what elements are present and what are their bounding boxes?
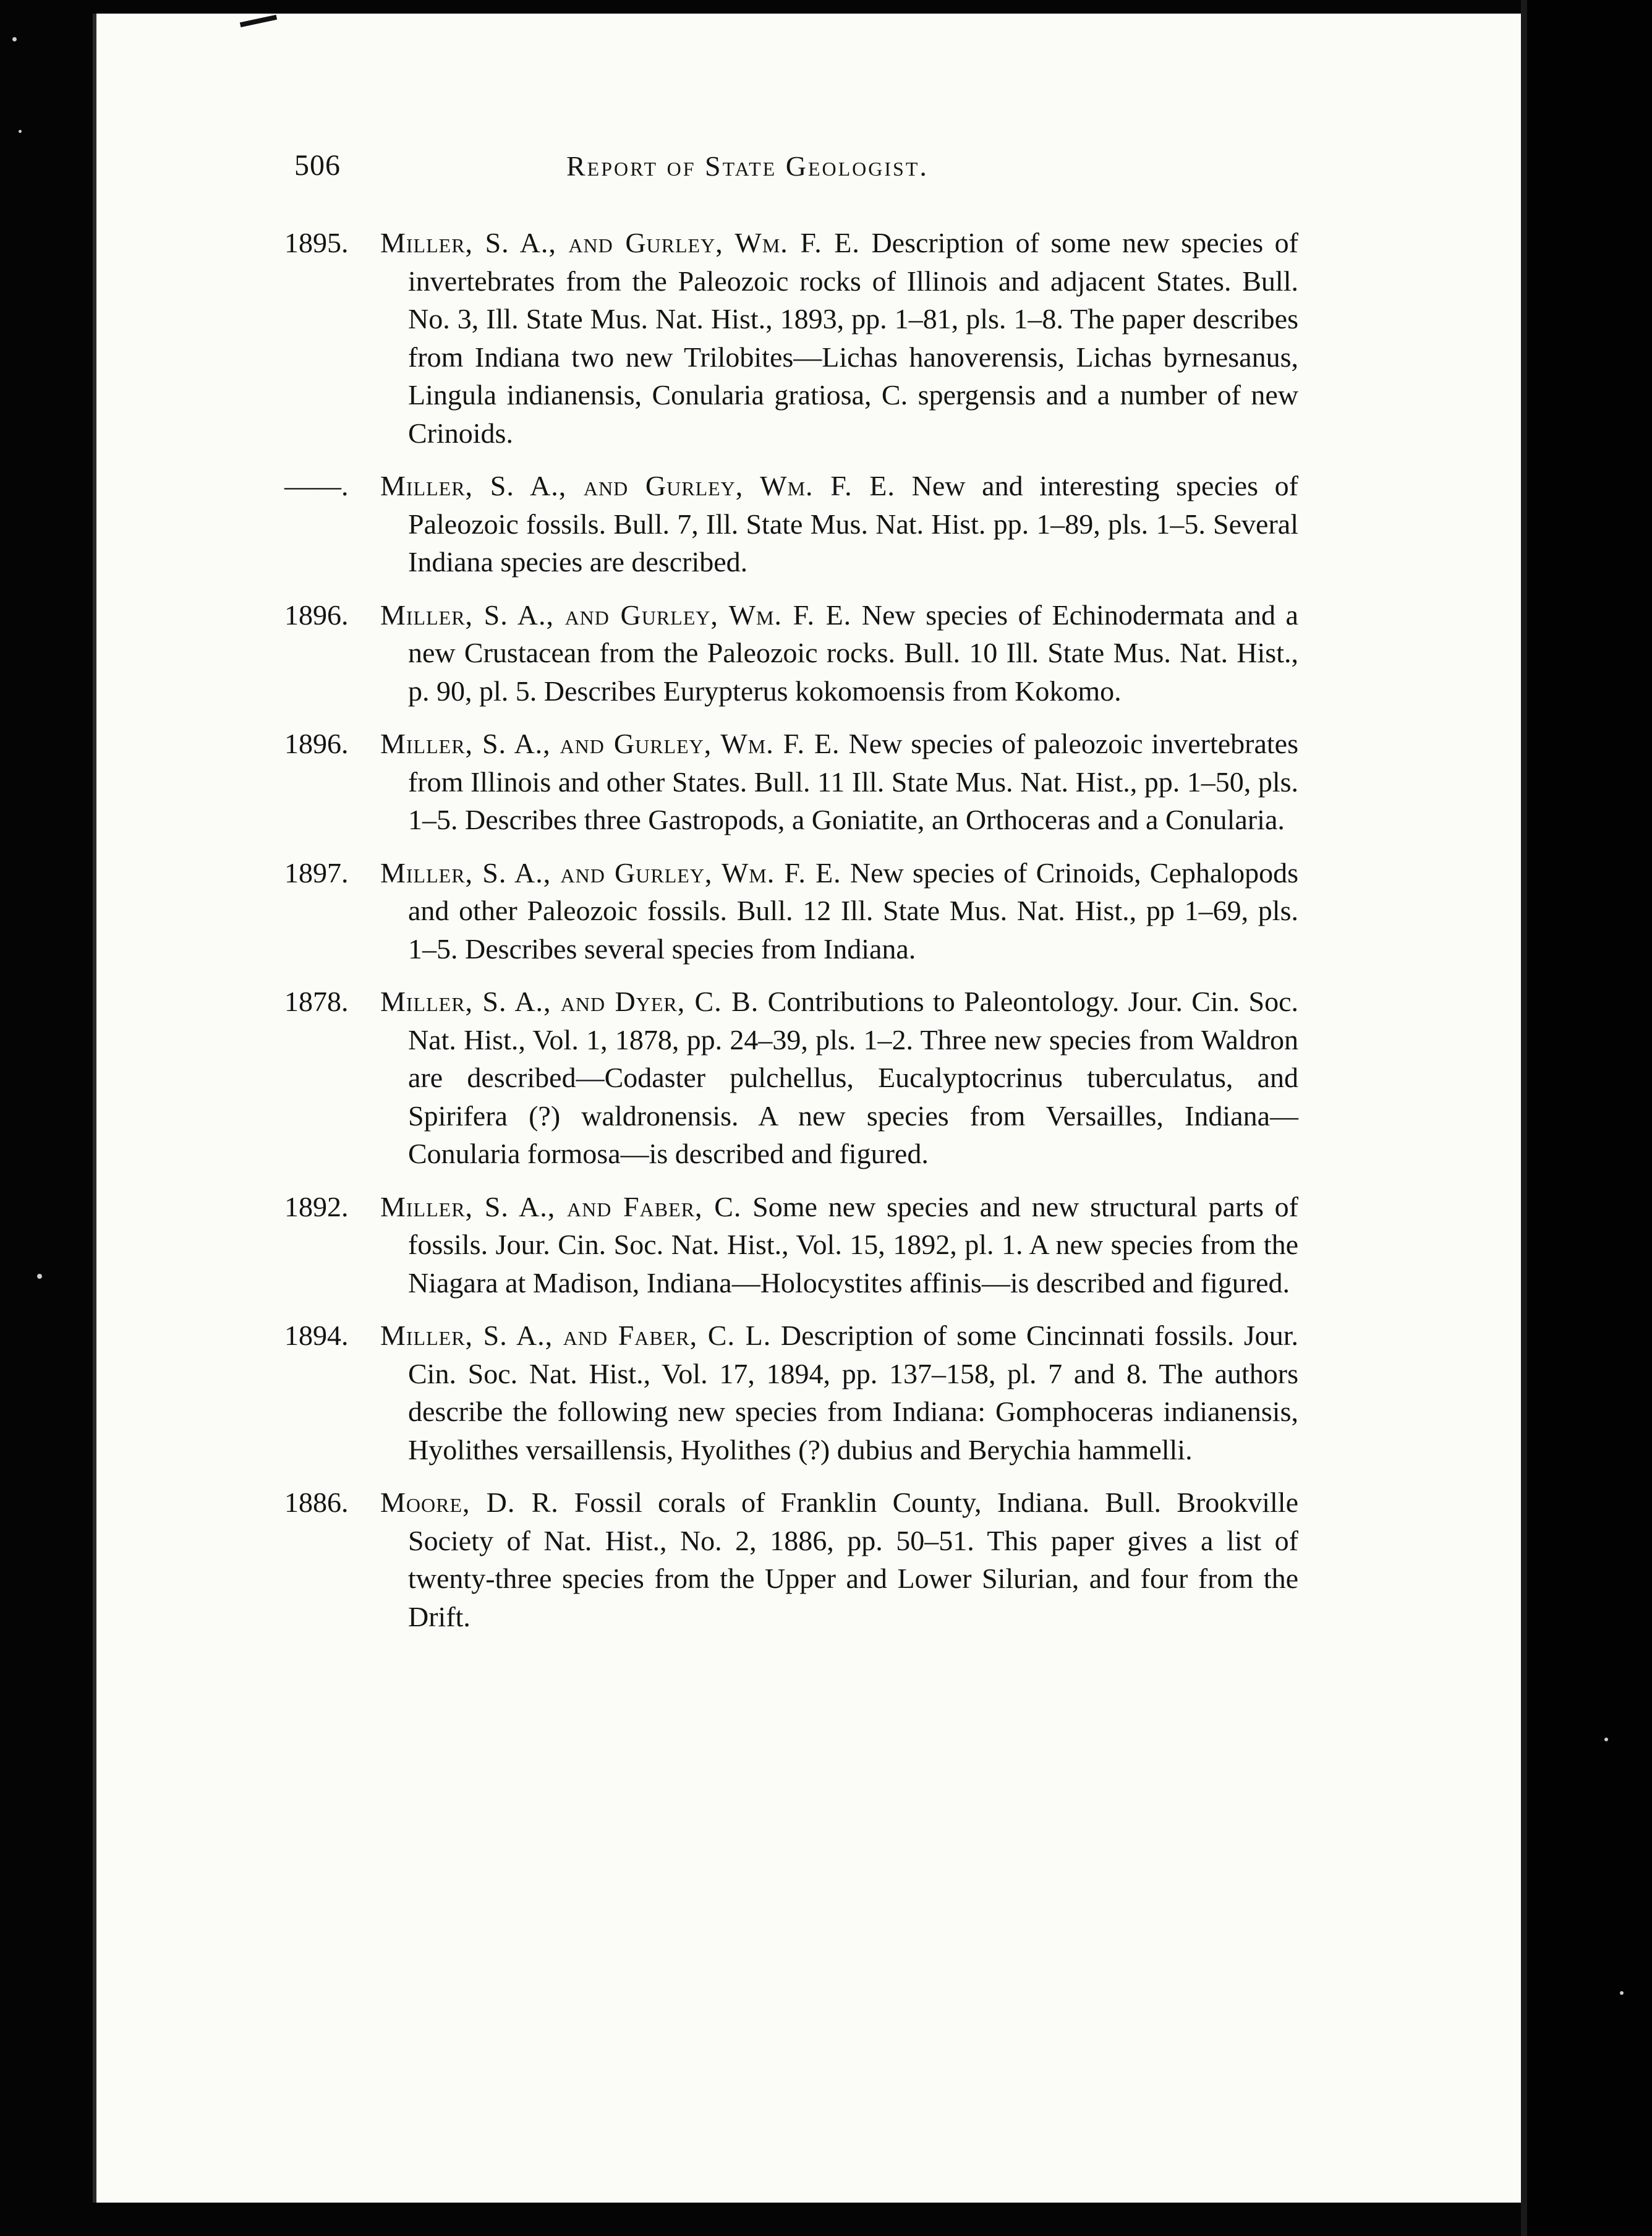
scan-border (1527, 0, 1652, 2236)
entry-year: 1878. (284, 986, 349, 1017)
entry-year: 1896. (284, 728, 349, 759)
entry-text: New species of Echinodermata and a new Crustacean from the Paleozoic rocks. Bull. 10 Ill. State Mus. Nat. Hist., p. 90, pl. 5. Describes Eurypterus kokomoensis from Kokomo. (408, 599, 1298, 707)
entry-body (380, 1483, 1298, 1636)
entry-body (380, 983, 1299, 1173)
entry-year: 1886. (284, 1487, 349, 1518)
entry-text: Some new species and new structural parts of fossils. Jour. Cin. Soc. Nat. Hist., Vol. 15, 1892, pl. 1. A new species from the Niagara at Madison, Indiana—Holocystites affinis—is described and figured. (408, 1190, 1299, 1299)
entry-body (380, 467, 1298, 581)
scan-speck (19, 130, 22, 133)
entry-year: ——. (284, 470, 349, 501)
bibliography-entry (284, 1316, 1298, 1469)
entry-year: 1896. (284, 599, 349, 631)
entry-author: Miller, S. A., and Gurley, Wm. F. E. (380, 599, 852, 631)
entry-author: Miller, S. A., and Gurley, Wm. F. E. (380, 227, 860, 258)
entry-year: 1897. (284, 856, 349, 889)
bibliography-entry (284, 854, 1298, 968)
scan-speck (37, 1274, 42, 1279)
bibliography-entry (284, 596, 1298, 710)
entry-author: Miller, S. A., and Gurley, Wm. F. E. (380, 728, 840, 759)
entry-body (380, 1316, 1299, 1469)
entry-author: Miller, S. A., and Dyer, C. B. (380, 986, 759, 1017)
running-title: Report of State Geologist. (566, 150, 929, 182)
scan-speck (1604, 1738, 1608, 1741)
page-header (294, 148, 1302, 192)
entry-text: Description of some new species of invertebrates from the Paleozoic rocks of Illinois and adjacent States. Bull. No. 3, Ill. State Mus. Nat. Hist., 1893, pp. 1–81, pls. 1–8. The paper describes from Indiana two new Trilobites—Lichas hanoverensis, Lichas byrnesanus, Lingula indianensis, Conularia gratiosa, C. spergensis and a number of new Crinoids. (408, 227, 1298, 449)
bibliography-entry (284, 1483, 1298, 1636)
entry-text: New species of paleozoic invertebrates from Illinois and other States. Bull. 11 Ill. State Mus. Nat. Hist., pp. 1–50, pls. 1–5. Describes three Gastropods, a Goniatite, an Orthoceras and a Conularia. (408, 728, 1298, 835)
page-number: 506 (294, 149, 341, 182)
entry-author: Miller, S. A., and Gurley, Wm. F. E. (380, 856, 841, 889)
bibliography-entry (284, 725, 1298, 839)
scan-speck (12, 37, 17, 41)
entry-body (380, 596, 1298, 710)
bibliography-entry (284, 1188, 1298, 1302)
entry-year: 1894. (284, 1320, 349, 1351)
entry-text: Description of some Cincinnati fossils. Jour. Cin. Soc. Nat. Hist., Vol. 17, 1894, pp. 137–158, pl. 7 and 8. The authors describe the following new species from Indiana: Gomphoceras indianensis, Hyolithes versaillensis, Hyolithes (?) dubius and Berychia hammelli. (408, 1320, 1299, 1466)
entry-body (380, 854, 1298, 968)
entry-author: Moore, D. R. (380, 1487, 559, 1518)
entry-body (380, 725, 1298, 839)
entry-body (380, 224, 1298, 452)
entry-year: 1895. (284, 227, 349, 258)
bibliography-entry (284, 983, 1298, 1173)
entry-text: Contributions to Paleontology. Jour. Cin. Soc. Nat. Hist., Vol. 1, 1878, pp. 24–39, pls. 1–2. Three new species from Waldron are described—Codaster pulchellus, Eucalyptocrinus tuberculatus, and Spirifera (?) waldronensis. A new species from Versailles, Indiana—Conularia formosa—is described and figured. (408, 986, 1299, 1169)
bibliography-entry (284, 467, 1298, 581)
entry-author: Miller, S. A., and Gurley, Wm. F. E. (380, 470, 895, 501)
entry-text: Fossil corals of Franklin County, Indiana. Bull. Brookville Society of Nat. Hist., No. 2, 1886, pp. 50–51. This paper gives a list of twenty-three species from the Upper and Lower Silurian, and four from the Drift. (408, 1487, 1298, 1632)
entry-body (380, 1188, 1299, 1302)
page-right-edge (1521, 0, 1527, 2236)
page-left-edge (93, 14, 96, 2203)
bibliography-entry (284, 224, 1298, 452)
scan-speck (1620, 1991, 1624, 1995)
bibliography-entries (284, 224, 1298, 1650)
entry-author: Miller, S. A., and Faber, C. L. (380, 1320, 772, 1351)
entry-text: New species of Crinoids, Cephalopods and other Paleozoic fossils. Bull. 12 Ill. State Mus. Nat. Hist., pp 1–69, pls. 1–5. Describes several species from Indiana. (408, 856, 1298, 965)
entry-author: Miller, S. A., and Faber, C. (380, 1190, 742, 1223)
entry-text: New and interesting species of Paleozoic fossils. Bull. 7, Ill. State Mus. Nat. Hist. pp. 1–89, pls. 1–5. Several Indiana species are described. (408, 470, 1298, 578)
entry-year: 1892. (284, 1190, 349, 1223)
